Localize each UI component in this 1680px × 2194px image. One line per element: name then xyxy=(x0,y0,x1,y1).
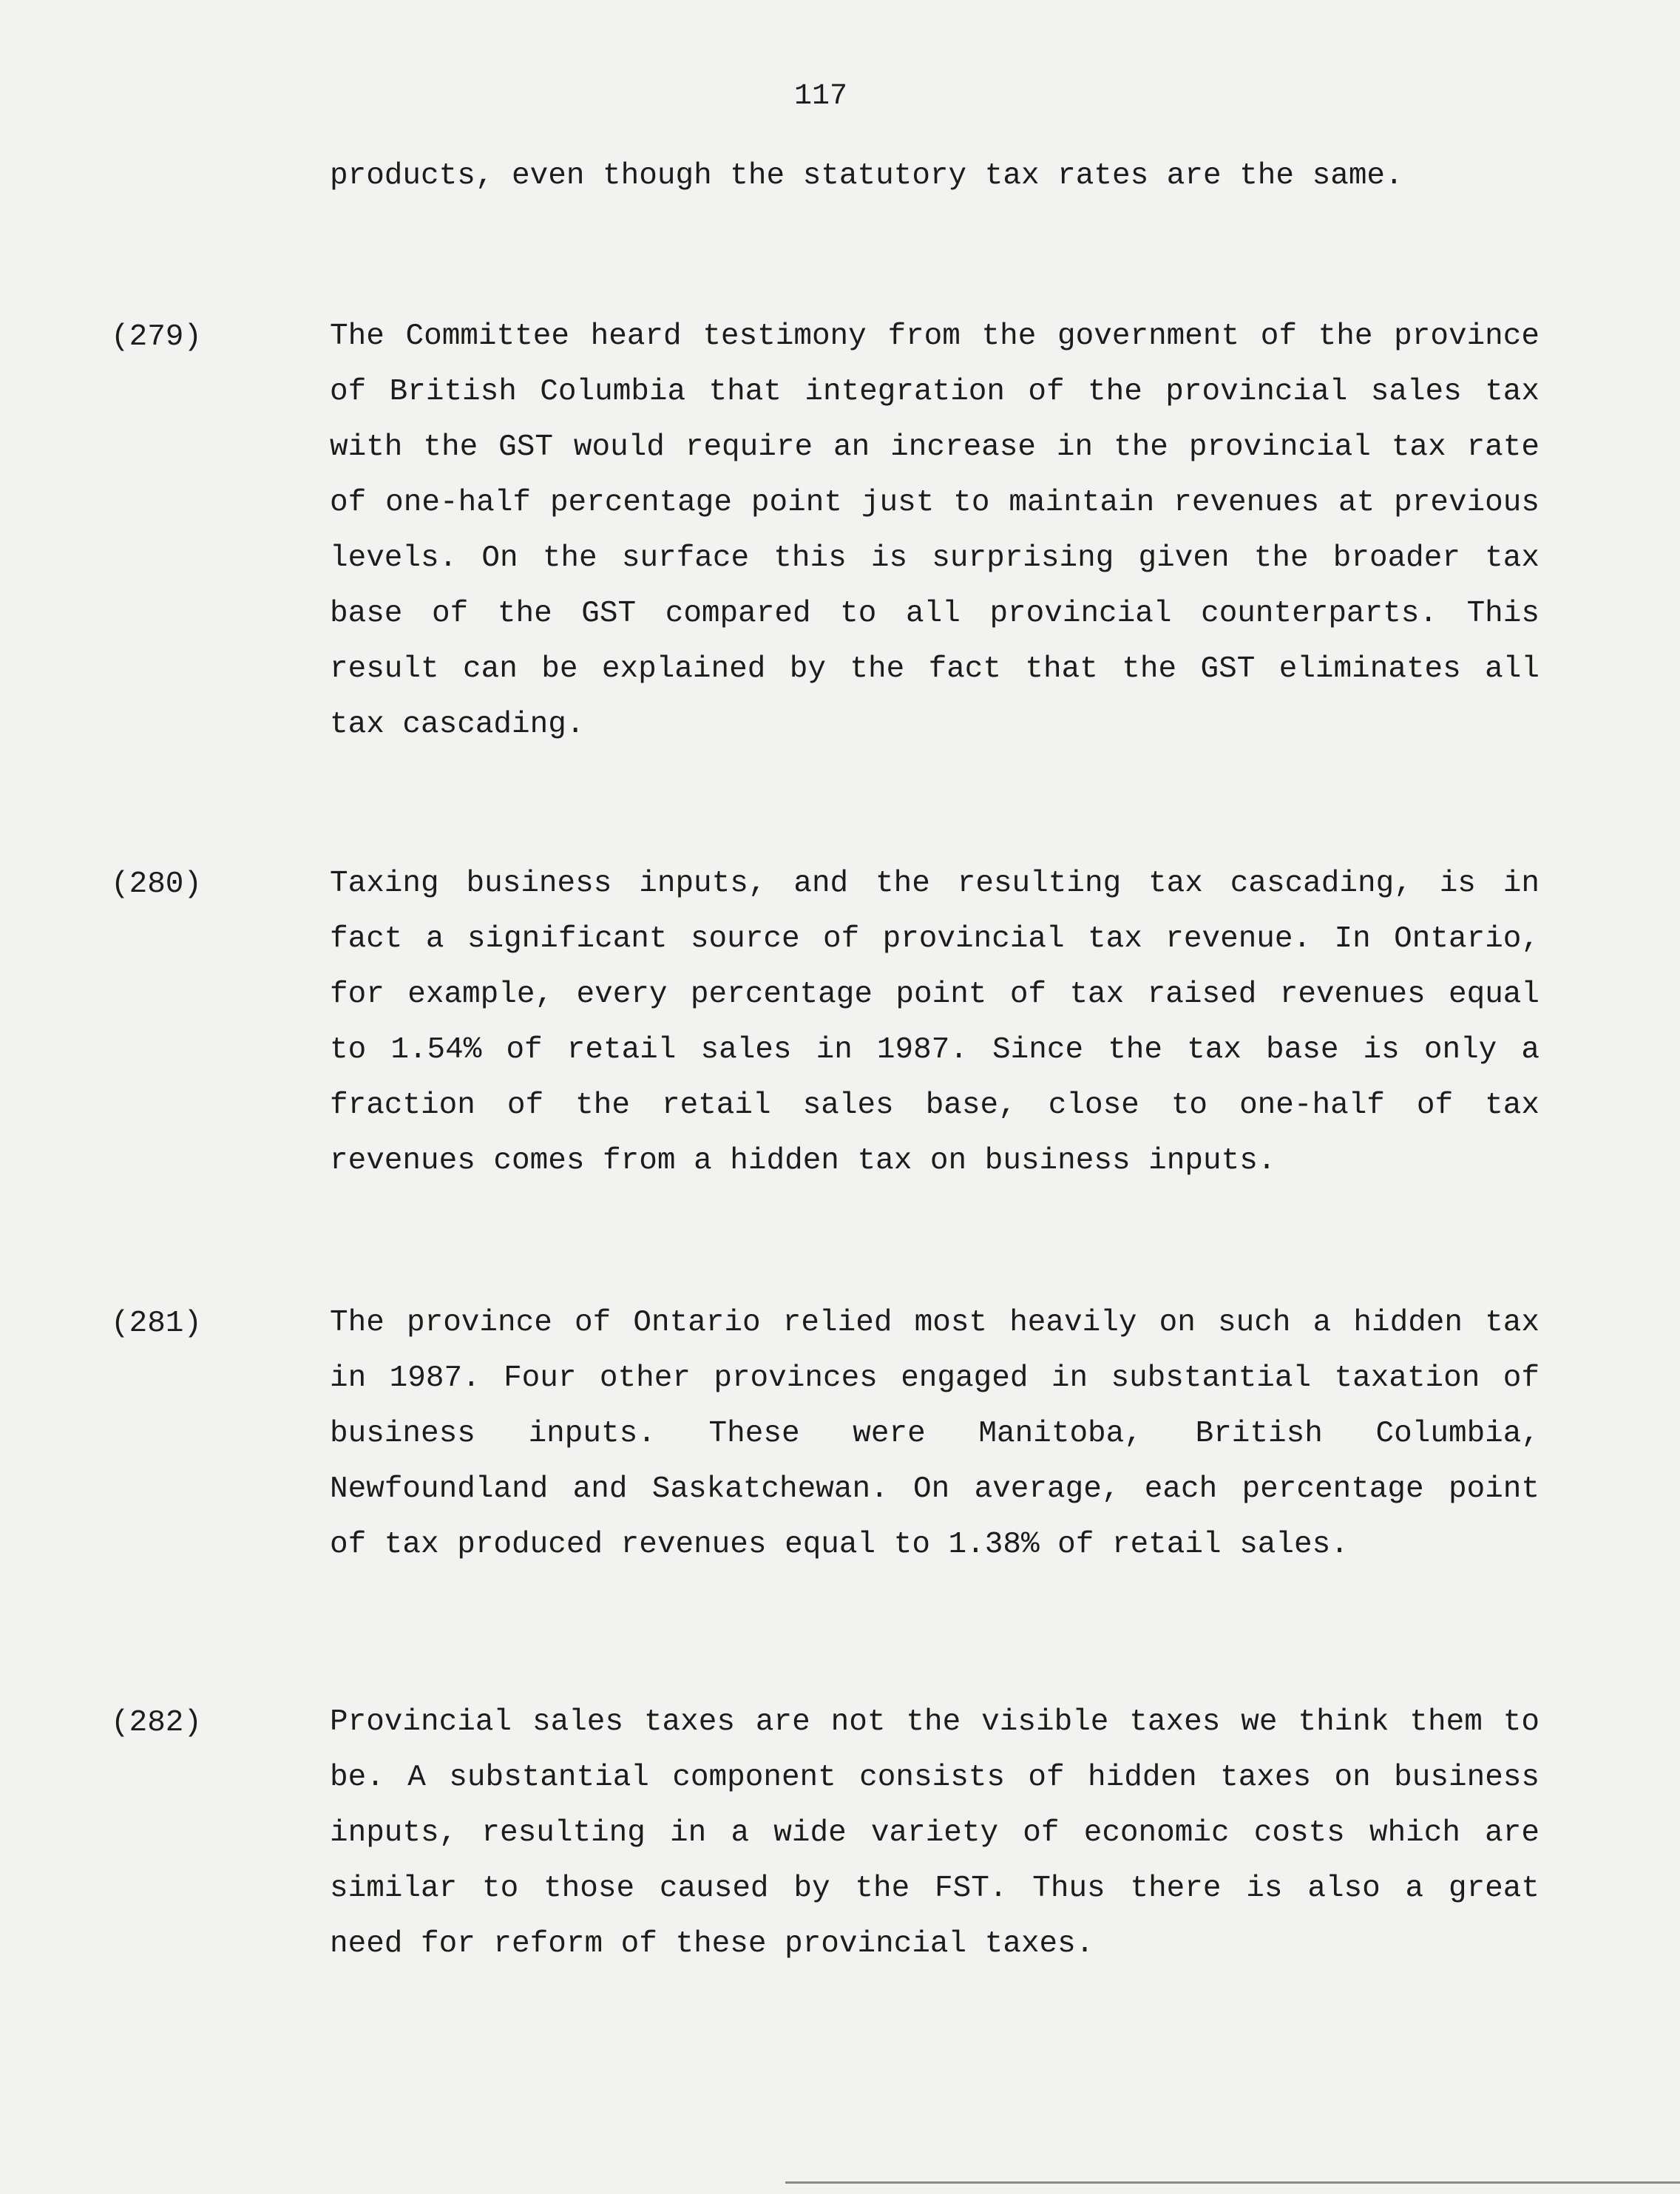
paragraph-281 xyxy=(111,1296,1540,1573)
carry-over-paragraph-text: products, even though the statutory tax rates are the same. xyxy=(330,159,1403,193)
paragraph-text: Provincial sales taxes are not the visible taxes we think them to be. A substantial component consists of hidden taxes on business inputs, resulting in a wide variety of economic costs which are similar to those caused by the FST. Thus there is also a great need for reform of these provincial taxes. xyxy=(330,1705,1540,1961)
paragraph-number: (279) xyxy=(111,320,203,354)
paragraph-number: (281) xyxy=(111,1307,203,1341)
paragraph-text: The province of Ontario relied most heavily on such a hidden tax in 1987. Four other provinces engaged in substantial taxation of business inputs. These were Manitoba, British Columbia, Newfoundland and Saskatchewan. On average, each percentage point of tax produced revenues equal to 1.38% of retail sales. xyxy=(330,1306,1540,1562)
paragraph-282 xyxy=(111,1695,1540,1972)
paragraph-280 xyxy=(111,856,1540,1189)
bottom-edge-rule xyxy=(785,2181,1680,2184)
paragraph-number: (282) xyxy=(111,1706,203,1740)
paragraph-number: (280) xyxy=(111,867,203,901)
paragraph-text: Taxing business inputs, and the resulting tax cascading, is in fact a significant source of provincial tax revenue. In Ontario, for example, every percentage point of tax raised revenues equal to 1.54% of retail sales in 1987. Since the tax base is only a fraction of the retail sales base, close to one-half of tax revenues comes from a hidden tax on business inputs. xyxy=(330,867,1540,1178)
page-number: 117 xyxy=(793,80,847,113)
paragraph-text: The Committee heard testimony from the government of the province of British Columbia that integration of the provincial sales tax with the GST would require an increase in the provincial tax rate of one-half percentage point just to maintain revenues at previous levels. On the surface this is surprising given the broader tax base of the GST compared to all provincial counterparts. This result can be explained by the fact that the GST eliminates all tax cascading. xyxy=(330,319,1540,742)
paragraph-279 xyxy=(111,309,1540,753)
